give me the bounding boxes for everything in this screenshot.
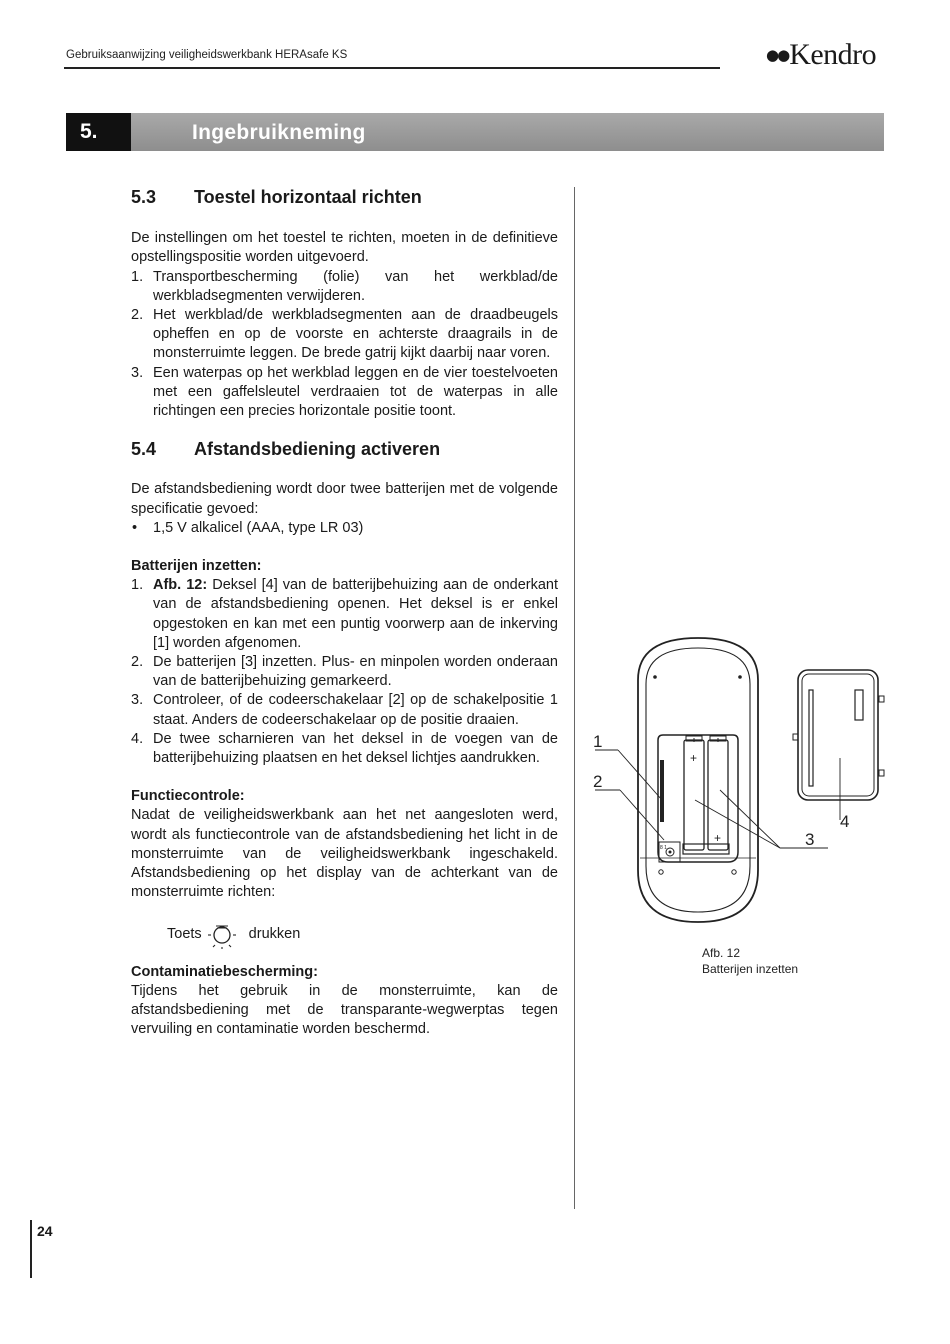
page-number-rule — [30, 1220, 32, 1278]
light-button-icon — [205, 920, 239, 950]
chapter-number: 5. — [66, 113, 131, 151]
battery-lid — [793, 670, 884, 800]
figure-caption — [702, 945, 798, 977]
s53-steps — [131, 268, 558, 422]
battery-compartment — [658, 735, 738, 862]
caption-text: Batterijen inzetten — [702, 962, 799, 976]
step-text: De batterijen [3] inzetten. Plus- en minpolen worden onderaan van de batterijbehuizing gemarkeerd. — [153, 654, 558, 690]
header-rule — [64, 67, 720, 69]
svg-text:8 1: 8 1 — [660, 845, 667, 851]
figure-reference: Afb. 12: — [153, 577, 208, 594]
s54-intro: De afstandsbediening wordt door twee batterijen met de volgende specificatie gevoed: — [131, 481, 558, 517]
kendro-logo — [766, 38, 876, 72]
callout-4: 4 — [840, 812, 850, 831]
caption-number: Afb. 12 — [702, 946, 741, 960]
list-item — [131, 653, 558, 691]
logo-text: Kendro — [789, 38, 877, 71]
step-number: 3. — [131, 364, 144, 381]
section-5-3-heading — [131, 188, 558, 207]
step-text: Het werkblad/de werkbladsegmenten aan de draadbeugels opheffen en op de voorste en achterste draagrails in de monsterruimte leggen. De brede gatrij kijkt daarbij naar voren. — [153, 307, 558, 362]
step-number: 2. — [131, 307, 144, 324]
step-text: Een waterpas op het werkblad leggen en de vier toestelvoeten met een gaffelsleutel verdraaien tot de waterpas in alle richtingen een precies horizontale positie toont. — [153, 364, 558, 420]
header-title: Gebruiksaanwijzing veiligheidswerkbank HERAsafe KS — [66, 49, 348, 61]
insert-steps — [131, 576, 558, 768]
press-button-instruction — [167, 920, 558, 950]
step-number: 1. — [131, 268, 144, 285]
logo-dots: ●● — [766, 46, 789, 64]
list-item — [131, 306, 558, 364]
list-item — [131, 730, 558, 768]
s53-intro: De instellingen om het toestel te richten, moeten in de definitieve opstellingspositie worden uitgevoerd. — [131, 230, 558, 266]
step-text: De twee scharnieren van het deksel in de voegen van de batterijbehuizing plaatsen en het deksel lichtjes aandrukken. — [153, 730, 558, 767]
step-text: Transportbescherming (folie) van het werkblad/de werkbladsegmenten verwijderen. — [153, 268, 558, 304]
step-text: Deksel [4] van de batterijbehuizing aan de onderkant van de afstandsbediening openen. Het deksel is er enkel opgestoken en kan met een puntig voorwerp aan de inkerving [1] worden afgenomen. — [153, 577, 559, 651]
step-number: 1. — [131, 577, 144, 594]
list-item — [131, 364, 558, 422]
insert-heading: Batterijen inzetten: — [131, 558, 262, 575]
section-title: Afstandsbediening activeren — [194, 439, 441, 460]
list-item — [131, 576, 558, 653]
column-divider — [574, 187, 575, 1209]
drukken-label: drukken — [248, 925, 301, 942]
section-5-4-heading — [131, 440, 558, 459]
page-number: 24 — [37, 1223, 53, 1239]
step-number: 4. — [131, 730, 144, 747]
battery-spec-bullet: • 1,5 V alkalicel (AAA, type LR 03) — [132, 519, 364, 536]
section-title: Toestel horizontaal richten — [194, 187, 422, 207]
contamination-text: Tijdens het gebruik in de monsterruimte, kan de afstandsbediening met de transparante-wegwerptas tegen vervuiling en contaminatie worden beschermd. — [131, 982, 558, 1038]
bullet-text: 1,5 V alkalicel (AAA, type LR 03) — [153, 519, 364, 536]
list-item — [131, 691, 558, 729]
section-number: 5.3 — [131, 187, 157, 207]
step-number: 2. — [131, 654, 144, 671]
section-number: 5.4 — [131, 439, 157, 460]
plus-mark: + — [690, 751, 698, 765]
function-check-text: Nadat de veiligheidswerkbank aan het net aangesloten werd, wordt als functiecontrole van de afstandsbediening het licht in de monsterruimte van de veiligheidswerkbank ingeschakeld. Afstandsbediening op het display van de achterkant van de monsterruimte richten: — [131, 807, 558, 901]
list-item — [131, 268, 558, 306]
step-text: Controleer, of de codeerschakelaar [2] op de schakelpositie 1 staat. Anders de codeerschakelaar op de positie draaien. — [153, 692, 558, 728]
plus-mark: + — [714, 831, 722, 845]
chapter-title: Ingebruikneming — [131, 113, 884, 151]
callout-2: 2 — [593, 772, 603, 791]
step-number: 3. — [131, 692, 144, 709]
callout-3: 3 — [805, 830, 815, 849]
main-text-column — [131, 188, 558, 1039]
function-check-heading: Functiecontrole: — [131, 788, 245, 805]
callout-1: 1 — [593, 732, 603, 751]
remote-battery-figure — [580, 630, 900, 930]
contamination-heading: Contaminatiebescherming: — [131, 963, 318, 980]
remote-outer-shell — [638, 638, 758, 922]
toets-label: Toets — [167, 925, 202, 942]
coding-switch — [659, 842, 680, 862]
